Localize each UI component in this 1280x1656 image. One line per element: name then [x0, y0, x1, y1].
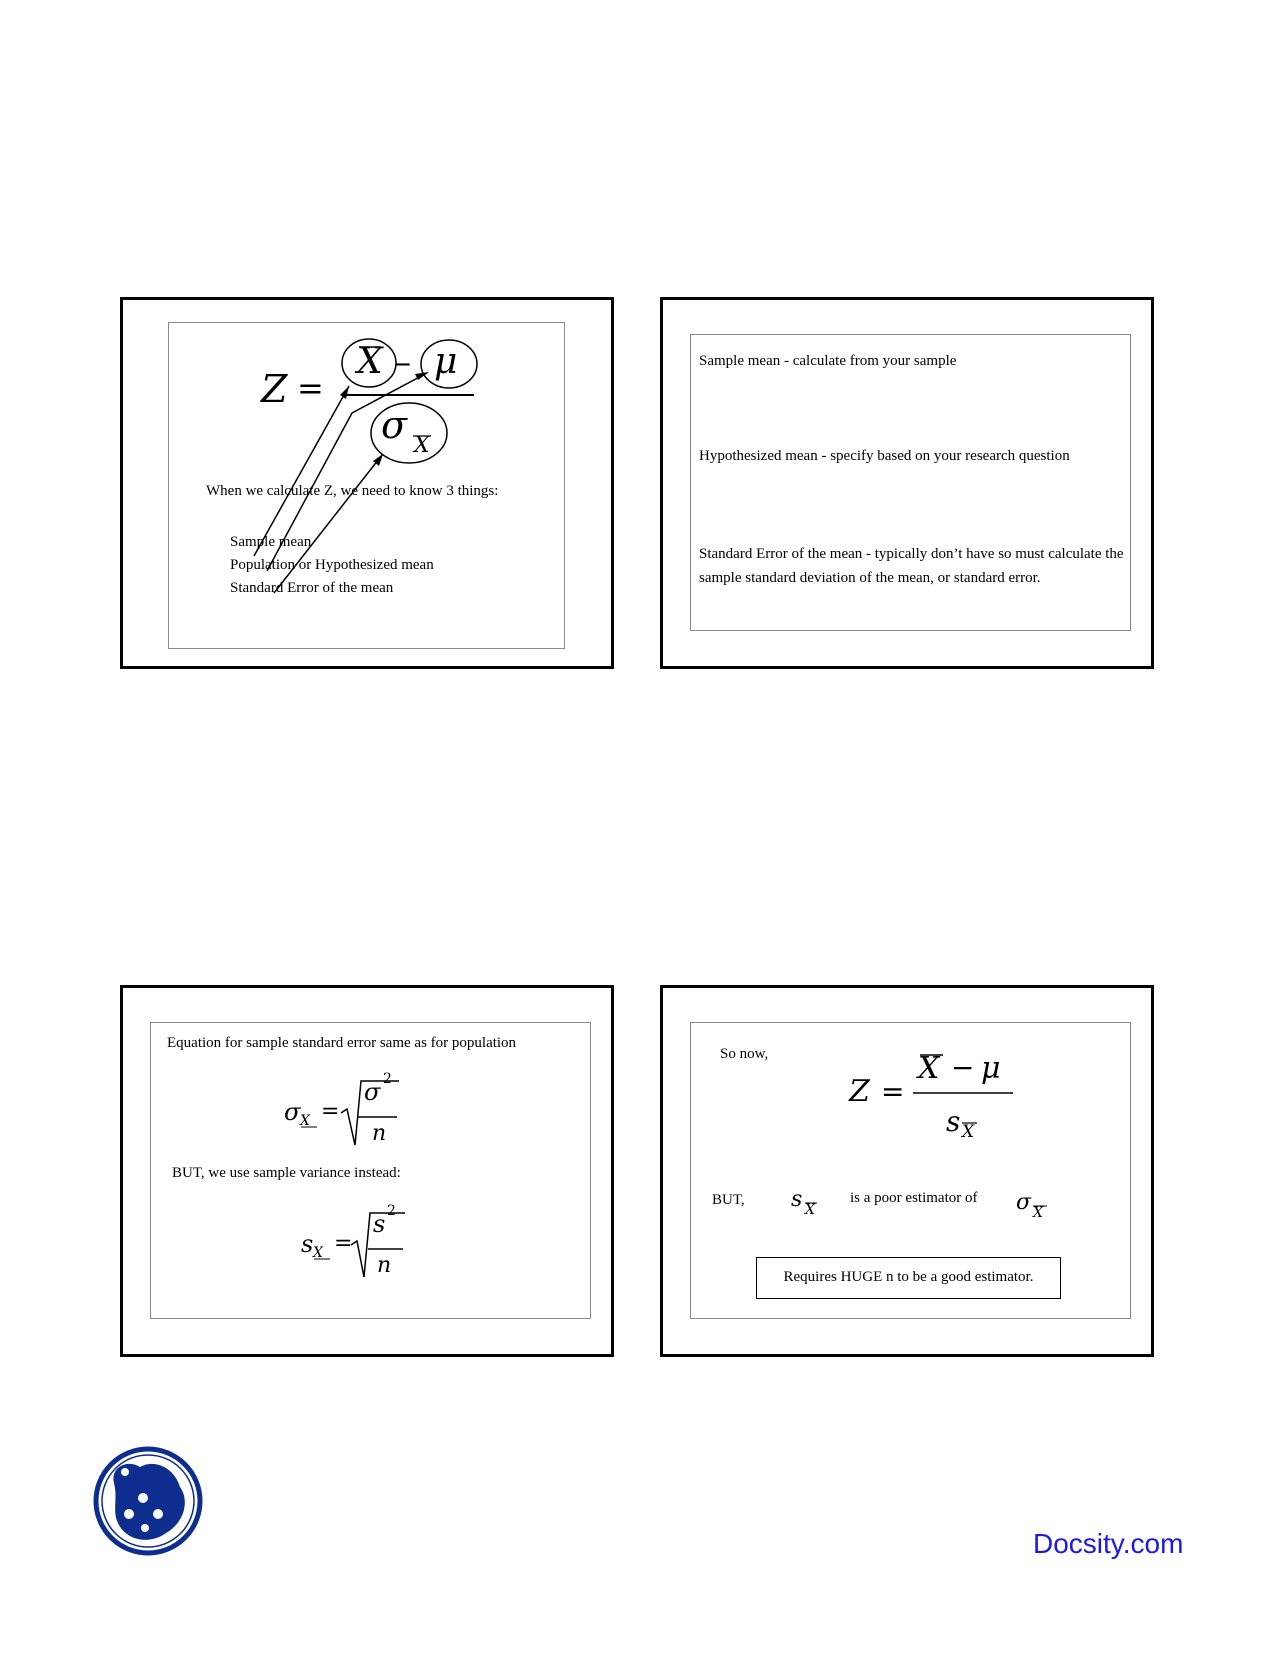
eq1-den: n [372, 1121, 387, 1146]
eq2-sub: X [313, 1245, 323, 1261]
xbar-symbol: X [357, 341, 383, 382]
eq2-den: n [377, 1253, 392, 1278]
sigma-xbar-symbol: σ [1016, 1190, 1032, 1215]
sigma-symbol: σ [381, 403, 407, 447]
docsity-logo [92, 1445, 204, 1557]
slide-2 [660, 297, 1154, 669]
equation-heading: Equation for sample standard error same as for population [167, 1035, 517, 1051]
so-now-text: So now, [720, 1046, 769, 1062]
eq1-equals: = [321, 1099, 340, 1124]
slide-2-content [690, 334, 1131, 631]
slide-1 [120, 297, 614, 669]
equals-sign: = [881, 1075, 905, 1108]
mu-symbol: μ [981, 1051, 1001, 1086]
z-symbol: Z [261, 367, 288, 411]
sigma-subscript: X [414, 433, 430, 458]
eq1-sub: X [300, 1113, 310, 1129]
eq1-exp: 2 [383, 1071, 392, 1087]
item-population-mean: Population or Hypothesized mean [230, 557, 434, 573]
item-standard-error: Standard Error of the mean [230, 580, 394, 596]
mu-symbol: μ [434, 341, 458, 382]
s-xbar-symbol: s [791, 1187, 803, 1212]
but-sample-variance: BUT, we use sample variance instead: [172, 1165, 401, 1181]
eq2-equals: = [334, 1231, 353, 1256]
eq1-num: σ [364, 1078, 381, 1106]
z-symbol: Z [849, 1074, 870, 1109]
docsity-brand-link[interactable]: Docsity.com [1033, 1528, 1184, 1559]
eq2-s: s [301, 1230, 314, 1258]
slide-3-content [150, 1022, 591, 1319]
eq2-radical [151, 1023, 592, 1320]
standard-error-text: Standard Error of the mean - typically don’t have so must calculate the sample standard deviation of the mean, or standard error. [699, 546, 1124, 586]
hypothesized-mean-text: Hypothesized mean - specify based on your research question [699, 448, 1070, 464]
eq2-exp: 2 [387, 1203, 396, 1219]
huge-n-box [756, 1257, 1061, 1299]
minus-sign: − [951, 1051, 975, 1084]
arrow-sample-mean [254, 386, 349, 556]
slide-3 [120, 985, 614, 1357]
eq2-num: s [373, 1210, 386, 1238]
poor-estimator-text: is a poor estimator of [850, 1190, 978, 1206]
huge-n-text: Requires HUGE n to be a good estimator. [783, 1269, 1034, 1285]
s-xbar-sub: X [805, 1202, 815, 1218]
slide-4 [660, 985, 1154, 1357]
denominator-s: s [946, 1105, 961, 1138]
xbar-symbol: X [918, 1051, 940, 1086]
minus-sign: – [395, 343, 411, 381]
intro-text: When we calculate Z, we need to know 3 things: [206, 483, 499, 499]
slide-4-content [690, 1022, 1131, 1319]
sample-mean-text: Sample mean - calculate from your sample [699, 353, 957, 369]
eq1-sigma: σ [284, 1098, 301, 1126]
arrow-head-1 [340, 386, 349, 399]
sigma-xbar-sub: X [1033, 1205, 1043, 1221]
slide-1-content [168, 322, 565, 649]
but-text: BUT, [712, 1192, 745, 1208]
denominator-sub: X [962, 1122, 975, 1142]
item-sample-mean: Sample mean [230, 534, 312, 550]
equals-sign: = [297, 369, 324, 407]
